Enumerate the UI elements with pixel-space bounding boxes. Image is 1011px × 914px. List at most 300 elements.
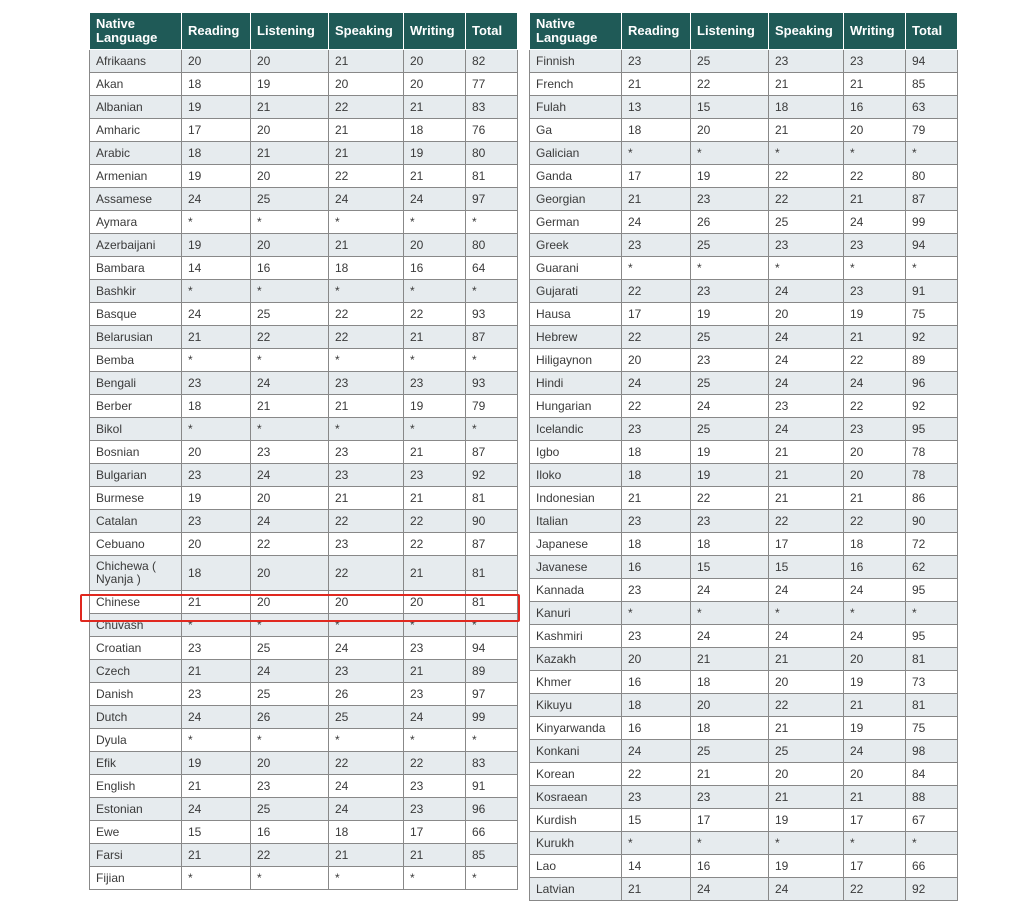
score-cell: 87	[466, 533, 518, 556]
score-cell: 78	[906, 441, 958, 464]
score-cell: 20	[404, 591, 466, 614]
table-row	[90, 395, 518, 418]
score-cell: 24	[691, 395, 769, 418]
score-cell: *	[404, 614, 466, 637]
score-cell: 21	[251, 395, 329, 418]
score-cell: 23	[182, 637, 251, 660]
score-cell: 18	[182, 142, 251, 165]
table-row	[90, 142, 518, 165]
score-cell: 98	[906, 740, 958, 763]
table-row	[530, 73, 958, 96]
score-cell: 20	[844, 763, 906, 786]
score-cell: 25	[251, 637, 329, 660]
score-cell: 15	[622, 809, 691, 832]
score-cell: 23	[691, 280, 769, 303]
score-cell: 22	[691, 487, 769, 510]
score-cell: 18	[769, 96, 844, 119]
table-row	[530, 717, 958, 740]
score-cell: 20	[404, 50, 466, 73]
score-cell: *	[404, 729, 466, 752]
language-cell: Gujarati	[530, 280, 622, 303]
score-cell: 80	[466, 142, 518, 165]
score-cell: 21	[622, 73, 691, 96]
score-cell: *	[622, 602, 691, 625]
table-row	[90, 234, 518, 257]
score-cell: 18	[622, 119, 691, 142]
score-cell: 21	[329, 50, 404, 73]
score-cell: *	[182, 418, 251, 441]
table-row	[90, 418, 518, 441]
language-cell: Burmese	[90, 487, 182, 510]
score-cell: 24	[769, 349, 844, 372]
score-cell: 17	[769, 533, 844, 556]
score-cell: 24	[769, 280, 844, 303]
language-cell: Albanian	[90, 96, 182, 119]
language-cell: Bengali	[90, 372, 182, 395]
table-row	[530, 487, 958, 510]
score-cell: 21	[182, 660, 251, 683]
table-row	[530, 119, 958, 142]
score-cell: 20	[622, 648, 691, 671]
score-cell: 25	[251, 303, 329, 326]
score-cell: 86	[906, 487, 958, 510]
score-cell: 21	[404, 165, 466, 188]
score-cell: 21	[769, 441, 844, 464]
score-cell: 21	[622, 188, 691, 211]
score-cell: 16	[251, 821, 329, 844]
score-cell: 22	[844, 165, 906, 188]
score-cell: 18	[182, 556, 251, 591]
score-cell: 23	[182, 372, 251, 395]
score-cell: 20	[844, 119, 906, 142]
table-row	[90, 280, 518, 303]
score-cell: 76	[466, 119, 518, 142]
language-cell: Bemba	[90, 349, 182, 372]
score-cell: 21	[844, 73, 906, 96]
highlighted-table-row	[90, 591, 518, 614]
table-row	[530, 602, 958, 625]
language-cell: Efik	[90, 752, 182, 775]
score-cell: 22	[404, 533, 466, 556]
score-cell: 87	[906, 188, 958, 211]
right-header-speaking: Speaking	[769, 13, 844, 50]
score-cell: 23	[622, 234, 691, 257]
table-row	[90, 326, 518, 349]
score-cell: 23	[329, 441, 404, 464]
right-header-writing: Writing	[844, 13, 906, 50]
language-cell: Hindi	[530, 372, 622, 395]
score-cell: 23	[329, 533, 404, 556]
language-cell: Berber	[90, 395, 182, 418]
score-cell: 26	[251, 706, 329, 729]
score-cell: 84	[906, 763, 958, 786]
left-header-native-language: Native Language	[90, 13, 182, 50]
score-cell: 75	[906, 717, 958, 740]
language-cell: French	[530, 73, 622, 96]
score-cell: 17	[622, 165, 691, 188]
language-cell: Kanuri	[530, 602, 622, 625]
table-row	[530, 763, 958, 786]
table-row	[90, 510, 518, 533]
score-cell: 20	[251, 487, 329, 510]
score-cell: 24	[622, 740, 691, 763]
score-cell: 24	[251, 464, 329, 487]
score-cell: 19	[844, 303, 906, 326]
score-cell: 15	[691, 96, 769, 119]
score-cell: 23	[844, 234, 906, 257]
score-cell: 19	[844, 671, 906, 694]
score-cell: *	[182, 349, 251, 372]
language-cell: Chuvash	[90, 614, 182, 637]
language-cell: Aymara	[90, 211, 182, 234]
language-cell: Bikol	[90, 418, 182, 441]
score-cell: *	[466, 211, 518, 234]
score-cell: 80	[906, 165, 958, 188]
table-row	[530, 165, 958, 188]
language-cell: Danish	[90, 683, 182, 706]
score-cell: 21	[404, 326, 466, 349]
score-cell: *	[466, 729, 518, 752]
score-cell: 25	[691, 50, 769, 73]
score-cell: 87	[466, 326, 518, 349]
score-cell: 18	[182, 395, 251, 418]
table-row	[530, 809, 958, 832]
score-cell: *	[329, 418, 404, 441]
score-cell: 20	[622, 349, 691, 372]
score-cell: *	[844, 602, 906, 625]
score-cell: 21	[182, 844, 251, 867]
table-row	[530, 234, 958, 257]
language-cell: Kannada	[530, 579, 622, 602]
score-cell: 25	[251, 188, 329, 211]
score-cell: 23	[769, 234, 844, 257]
score-cell: 20	[251, 752, 329, 775]
score-cell: 94	[466, 637, 518, 660]
score-cell: 22	[404, 510, 466, 533]
score-cell: 66	[906, 855, 958, 878]
score-cell: 19	[769, 809, 844, 832]
score-cell: 24	[769, 372, 844, 395]
score-cell: 81	[466, 556, 518, 591]
score-cell: 21	[844, 326, 906, 349]
score-cell: 89	[906, 349, 958, 372]
score-cell: 19	[182, 165, 251, 188]
table-row	[90, 821, 518, 844]
score-cell: 23	[622, 50, 691, 73]
score-cell: 20	[251, 119, 329, 142]
score-cell: *	[251, 349, 329, 372]
score-cell: 23	[622, 579, 691, 602]
score-cell: 25	[329, 706, 404, 729]
score-cell: 18	[622, 464, 691, 487]
score-cell: 23	[404, 464, 466, 487]
score-cell: 25	[769, 211, 844, 234]
language-cell: Akan	[90, 73, 182, 96]
score-cell: 23	[691, 349, 769, 372]
language-cell: Kosraean	[530, 786, 622, 809]
table-row	[530, 326, 958, 349]
score-cell: 20	[329, 73, 404, 96]
score-cell: 23	[329, 464, 404, 487]
score-cell: 21	[844, 694, 906, 717]
score-cell: 99	[906, 211, 958, 234]
language-cell: Indonesian	[530, 487, 622, 510]
table-row	[530, 211, 958, 234]
score-cell: 94	[906, 234, 958, 257]
score-cell: 24	[182, 706, 251, 729]
table-row	[530, 510, 958, 533]
score-cell: 81	[906, 648, 958, 671]
score-cell: *	[466, 867, 518, 890]
score-cell: *	[404, 349, 466, 372]
score-cell: 96	[466, 798, 518, 821]
score-cell: 21	[769, 73, 844, 96]
score-cell: *	[906, 142, 958, 165]
table-row	[90, 487, 518, 510]
score-cell: 18	[182, 73, 251, 96]
table-row	[90, 257, 518, 280]
language-cell: Finnish	[530, 50, 622, 73]
language-cell: Latvian	[530, 878, 622, 901]
score-cell: *	[182, 211, 251, 234]
score-cell: *	[466, 418, 518, 441]
score-cell: 24	[844, 372, 906, 395]
score-cell: 25	[769, 740, 844, 763]
right-header-listening: Listening	[691, 13, 769, 50]
score-cell: 24	[182, 303, 251, 326]
score-cell: 25	[691, 234, 769, 257]
score-cell: *	[404, 867, 466, 890]
language-cell: Hausa	[530, 303, 622, 326]
table-row	[90, 165, 518, 188]
score-cell: 21	[844, 188, 906, 211]
table-row	[530, 257, 958, 280]
score-cell: 23	[404, 798, 466, 821]
language-cell: Cebuano	[90, 533, 182, 556]
score-cell: 23	[844, 418, 906, 441]
table-row	[530, 349, 958, 372]
table-row	[90, 119, 518, 142]
score-cell: 20	[691, 694, 769, 717]
score-cell: 24	[769, 878, 844, 901]
score-cell: 16	[251, 257, 329, 280]
left-header-speaking: Speaking	[329, 13, 404, 50]
score-cell: 22	[329, 303, 404, 326]
score-cell: *	[844, 142, 906, 165]
score-cell: *	[906, 602, 958, 625]
score-cell: 21	[404, 487, 466, 510]
score-cell: *	[691, 142, 769, 165]
score-cell: 18	[404, 119, 466, 142]
table-row	[530, 50, 958, 73]
left-header-reading: Reading	[182, 13, 251, 50]
table-row	[530, 648, 958, 671]
score-cell: 21	[251, 96, 329, 119]
score-cell: 79	[906, 119, 958, 142]
score-cell: 23	[251, 775, 329, 798]
table-row	[530, 671, 958, 694]
score-cell: 14	[622, 855, 691, 878]
score-cell: 95	[906, 625, 958, 648]
score-cell: *	[404, 418, 466, 441]
score-cell: 95	[906, 418, 958, 441]
score-cell: 23	[182, 510, 251, 533]
score-cell: 20	[691, 119, 769, 142]
score-cell: 21	[769, 487, 844, 510]
score-cell: 21	[329, 234, 404, 257]
right-header-reading: Reading	[622, 13, 691, 50]
language-cell: Italian	[530, 510, 622, 533]
score-cell: *	[251, 418, 329, 441]
score-cell: 24	[251, 660, 329, 683]
score-cell: 24	[769, 418, 844, 441]
language-cell: Bulgarian	[90, 464, 182, 487]
score-cell: 92	[906, 395, 958, 418]
score-cell: *	[251, 211, 329, 234]
score-cell: 90	[466, 510, 518, 533]
score-cell: 22	[844, 510, 906, 533]
score-cell: 77	[466, 73, 518, 96]
score-cell: 22	[844, 395, 906, 418]
score-cell: 81	[466, 487, 518, 510]
score-cell: 99	[466, 706, 518, 729]
score-cell: 23	[329, 372, 404, 395]
score-cell: 24	[329, 798, 404, 821]
score-cell: 24	[329, 188, 404, 211]
score-cell: 87	[466, 441, 518, 464]
score-cell: 22	[329, 510, 404, 533]
language-cell: Igbo	[530, 441, 622, 464]
score-cell: 23	[844, 50, 906, 73]
score-cell: 16	[404, 257, 466, 280]
score-cell: 93	[466, 372, 518, 395]
language-cell: Dutch	[90, 706, 182, 729]
score-cell: 22	[769, 188, 844, 211]
language-cell: Chinese	[90, 591, 182, 614]
score-cell: 20	[251, 50, 329, 73]
score-cell: 21	[622, 487, 691, 510]
language-cell: Estonian	[90, 798, 182, 821]
score-cell: 21	[844, 487, 906, 510]
table-row	[530, 464, 958, 487]
table-row	[530, 556, 958, 579]
score-cell: 20	[769, 303, 844, 326]
score-cell: 92	[906, 326, 958, 349]
score-cell: 96	[906, 372, 958, 395]
score-cell: 19	[182, 752, 251, 775]
score-cell: 95	[906, 579, 958, 602]
score-cell: 19	[769, 855, 844, 878]
score-cell: 24	[769, 326, 844, 349]
table-row	[90, 844, 518, 867]
score-cell: 21	[404, 96, 466, 119]
score-cell: 89	[466, 660, 518, 683]
score-cell: 18	[844, 533, 906, 556]
score-cell: *	[251, 280, 329, 303]
score-cell: 88	[906, 786, 958, 809]
score-cell: 97	[466, 683, 518, 706]
score-cell: 22	[329, 556, 404, 591]
score-cell: 20	[251, 165, 329, 188]
language-cell: Farsi	[90, 844, 182, 867]
score-cell: 20	[251, 591, 329, 614]
score-cell: 63	[906, 96, 958, 119]
score-cell: 79	[466, 395, 518, 418]
score-cell: 19	[844, 717, 906, 740]
table-row	[530, 855, 958, 878]
language-cell: Belarusian	[90, 326, 182, 349]
score-cell: 21	[182, 775, 251, 798]
table-row	[530, 142, 958, 165]
table-row	[90, 729, 518, 752]
language-cell: Lao	[530, 855, 622, 878]
score-cell: 24	[329, 637, 404, 660]
score-cell: 24	[844, 211, 906, 234]
score-cell: *	[329, 729, 404, 752]
score-cell: 24	[844, 579, 906, 602]
score-cell: 17	[622, 303, 691, 326]
score-cell: 21	[404, 441, 466, 464]
language-cell: Japanese	[530, 533, 622, 556]
language-cell: Iloko	[530, 464, 622, 487]
score-cell: 19	[691, 303, 769, 326]
score-cell: 22	[622, 280, 691, 303]
score-cell: 25	[691, 740, 769, 763]
score-cell: 13	[622, 96, 691, 119]
score-cell: 92	[466, 464, 518, 487]
score-cell: 19	[182, 96, 251, 119]
score-cell: 22	[769, 165, 844, 188]
language-cell: Kashmiri	[530, 625, 622, 648]
score-cell: 22	[404, 303, 466, 326]
right-table-body	[530, 50, 958, 901]
score-cell: 26	[329, 683, 404, 706]
score-cell: 91	[466, 775, 518, 798]
score-cell: 23	[691, 786, 769, 809]
language-cell: Javanese	[530, 556, 622, 579]
score-cell: 19	[404, 142, 466, 165]
score-cell: 24	[622, 211, 691, 234]
score-cell: 25	[691, 326, 769, 349]
score-cell: 93	[466, 303, 518, 326]
score-cell: 22	[329, 96, 404, 119]
score-cell: *	[329, 867, 404, 890]
score-cell: 78	[906, 464, 958, 487]
score-cell: 20	[182, 50, 251, 73]
language-cell: Kikuyu	[530, 694, 622, 717]
score-cell: 21	[769, 464, 844, 487]
score-cell: *	[182, 614, 251, 637]
left-header-writing: Writing	[404, 13, 466, 50]
score-cell: 20	[404, 73, 466, 96]
score-cell: *	[404, 280, 466, 303]
right-header-native-language: Native Language	[530, 13, 622, 50]
score-cell: *	[329, 349, 404, 372]
score-cell: 18	[622, 694, 691, 717]
score-cell: 24	[182, 188, 251, 211]
score-cell: 19	[251, 73, 329, 96]
score-cell: 22	[769, 694, 844, 717]
score-cell: 20	[251, 556, 329, 591]
left-table-header	[90, 13, 518, 50]
score-cell: 21	[622, 878, 691, 901]
score-cell: 23	[622, 418, 691, 441]
score-cell: 23	[622, 510, 691, 533]
score-cell: 20	[769, 671, 844, 694]
score-cell: 16	[844, 96, 906, 119]
table-row	[90, 637, 518, 660]
table-row	[530, 533, 958, 556]
